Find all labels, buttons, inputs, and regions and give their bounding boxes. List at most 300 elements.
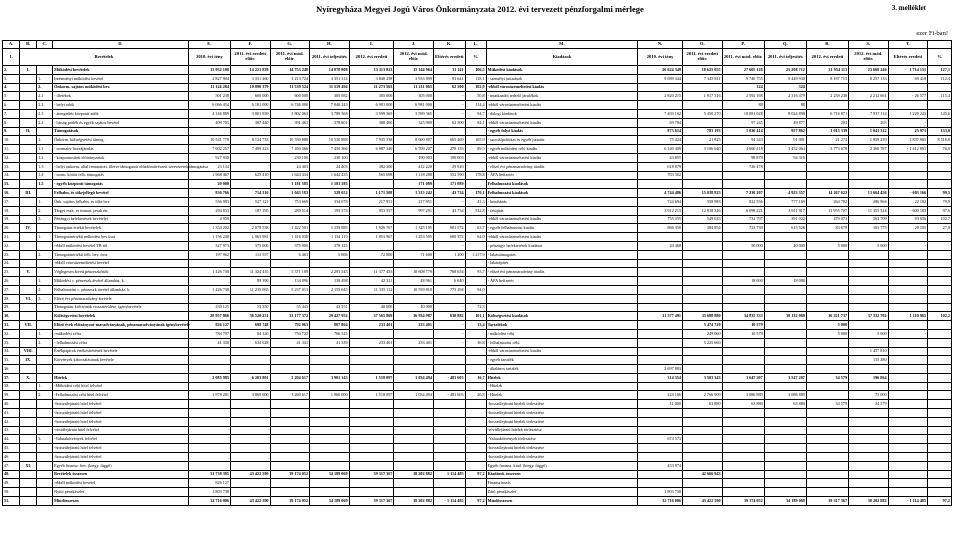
section-roman [20, 233, 37, 242]
expense-label: -Valutakötvények törlesztése [486, 435, 638, 444]
expense-value [849, 268, 889, 277]
header-orig: 2011. évi eredeti előir. [230, 49, 270, 66]
revenue-value: 600 372 [433, 233, 465, 242]
expense-value: 27,0 [928, 224, 952, 233]
revenue-value: 233 401 [394, 321, 434, 330]
expense-value [722, 365, 764, 374]
revenue-value: 97,2 [465, 497, 486, 506]
revenue-value [465, 329, 486, 338]
expense-value [638, 329, 683, 338]
expense-value: 27 605 126 [722, 66, 764, 75]
revenue-label: Felhalmozási c. pénzeszk.átvétel államház. k. [53, 285, 189, 294]
revenue-label: Mindösszesen [53, 497, 189, 506]
revenue-value: 15 144 964 [394, 66, 434, 75]
expense-value: 25 973 [888, 127, 928, 136]
expense-value [888, 338, 928, 347]
expense-value: 1 110 965 [888, 312, 928, 321]
revenue-label: Kötvények kibocsátásának bevétele [53, 356, 189, 365]
revenue-value: 1 426 738 [188, 285, 230, 294]
expense-value [638, 83, 683, 92]
revenue-value [230, 400, 270, 409]
revenue-value [230, 479, 270, 488]
expense-value [722, 347, 764, 356]
revenue-value [230, 180, 270, 189]
row-code: 1.4 [37, 171, 53, 180]
revenue-value [310, 461, 350, 470]
expense-value: 1 837 965 [888, 136, 928, 145]
revenue-label: -Működési célú hitel felvétel [53, 382, 189, 391]
revenue-value [349, 329, 394, 338]
expense-value [888, 400, 928, 409]
expense-value: 1 220 243 [888, 109, 928, 118]
expense-value [806, 277, 848, 286]
expense-value [849, 233, 889, 242]
revenue-value: 29 427 952 [310, 312, 350, 321]
expense-value [928, 426, 952, 435]
revenue-value: 72 800 [349, 250, 394, 259]
expense-value: 42 666 943 [683, 470, 723, 479]
revenue-value: 190 003 [433, 153, 465, 162]
revenue-value [465, 347, 486, 356]
revenue-value: 105,9 [465, 136, 486, 145]
section-roman: X. [20, 373, 37, 382]
revenue-value [349, 347, 394, 356]
row-code: 1.2 [37, 153, 53, 162]
revenue-value: - [433, 109, 465, 118]
revenue-value: 3 840 258 [349, 74, 394, 83]
row-number: 36. [3, 365, 20, 374]
expense-value [888, 461, 928, 470]
revenue-value: 62 500 [433, 118, 465, 127]
section-roman [20, 479, 37, 488]
revenue-value: 378 125 [310, 241, 350, 250]
expense-value: 4 060 418 [722, 145, 764, 154]
row-code [37, 426, 53, 435]
expense-value [764, 426, 806, 435]
expense-value [764, 171, 806, 180]
row-number: 20. [3, 224, 20, 233]
expense-label: - egyéb működési célú kiadás [486, 145, 638, 154]
expense-value [764, 435, 806, 444]
revenue-value: 501 238 [188, 92, 230, 101]
row-code: 1.1 [37, 145, 53, 154]
expense-value [764, 329, 806, 338]
expense-value [764, 382, 806, 391]
expense-value [638, 250, 683, 259]
expense-value: 38 202 882 [849, 497, 889, 506]
expense-value [722, 356, 764, 365]
revenue-value [310, 127, 350, 136]
revenue-value: 532,8 [465, 206, 486, 215]
revenue-value [230, 365, 270, 374]
expense-value [806, 356, 848, 365]
revenue-value: 409 703 [188, 118, 230, 127]
revenue-value: 43 422 590 [230, 497, 270, 506]
revenue-value [465, 259, 486, 268]
row-number: 26. [3, 277, 20, 286]
table-row [3, 180, 952, 189]
revenue-value: 927 930 [188, 153, 230, 162]
revenue-value: 32 716 006 [188, 497, 230, 506]
revenue-value: 3 901 143 [310, 373, 350, 382]
revenue-label: Pénzügyi befektetések bevételei [53, 215, 189, 224]
expense-value [888, 488, 928, 497]
revenue-value: 600 000 [270, 92, 310, 101]
expense-value: 4 923 357 [764, 189, 806, 198]
revenue-value [465, 409, 486, 418]
expense-value [928, 461, 952, 470]
table-row [3, 426, 952, 435]
expense-value: 324 [764, 83, 806, 92]
expense-value [683, 365, 723, 374]
expense-label: - Hitelek [486, 382, 638, 391]
row-number: 34. [3, 347, 20, 356]
section-roman [20, 453, 37, 462]
revenue-label: -rövidlejáratú hitel felvétel [53, 426, 189, 435]
expense-value [849, 277, 889, 286]
expense-value [722, 294, 764, 303]
revenue-value [394, 241, 434, 250]
section-roman: V. [20, 268, 37, 277]
revenue-value: 195 574 [310, 206, 350, 215]
revenue-value [465, 479, 486, 488]
revenue-value [349, 259, 394, 268]
table-row [3, 233, 952, 242]
revenue-value [188, 444, 230, 453]
expense-value: 203 [806, 118, 848, 127]
section-roman [20, 338, 37, 347]
revenue-label [53, 365, 189, 374]
revenue-value: 826 127 [188, 479, 230, 488]
table-row [3, 101, 952, 110]
revenue-value: 41 339 [310, 338, 350, 347]
revenue-value [394, 453, 434, 462]
expense-value: 40 000 [764, 241, 806, 250]
table-row [3, 444, 952, 453]
expense-value [806, 303, 848, 312]
revenue-value: 1 426 738 [188, 268, 230, 277]
expense-value [928, 83, 952, 92]
revenue-value: 325 900 [394, 118, 434, 127]
row-number: 38. [3, 382, 20, 391]
expense-value: 3 911 917 [764, 206, 806, 215]
expense-value: 94 343 [722, 136, 764, 145]
expense-value [722, 426, 764, 435]
revenue-value: 378 601 [310, 118, 350, 127]
expense-value: 115,4 [928, 92, 952, 101]
revenue-value [349, 479, 394, 488]
expense-label: - előző évi pénzmaradvány átadás [486, 268, 638, 277]
expense-value: 91 001 [764, 136, 806, 145]
revenue-value: 1 978 281 [188, 391, 230, 400]
table-row [3, 224, 952, 233]
revenue-value: 64 120 [230, 329, 270, 338]
revenue-value: 278 133 [433, 145, 465, 154]
revenue-value: 15 113 823 [349, 66, 394, 75]
table-row [3, 461, 952, 470]
expense-value: 724 694 [638, 197, 683, 206]
revenue-value: - [433, 197, 465, 206]
revenue-value [310, 435, 350, 444]
revenue-value: 1 644 435 [310, 171, 350, 180]
column-letter: K. [433, 41, 465, 49]
revenue-value [349, 365, 394, 374]
revenue-value [230, 162, 270, 171]
revenue-value: 529 652 [310, 189, 350, 198]
row-number: 28. [3, 294, 20, 303]
revenue-value: 1 965 981 [230, 233, 270, 242]
header-mod-r: 2011. évi mód. előir. [722, 49, 764, 66]
expense-value [638, 285, 683, 294]
expense-value: 196 864 [849, 373, 889, 382]
header-rownum: 1. [3, 49, 20, 66]
expense-label: -hosszúlejáratú hitelek törlesztése [486, 409, 638, 418]
header-mod: 2011. évi mód. előir. [270, 49, 310, 66]
table-row [3, 241, 952, 250]
expense-value: 69 784 [638, 118, 683, 127]
section-roman: VI. [20, 294, 37, 303]
revenue-value [270, 409, 310, 418]
table-row [3, 162, 952, 171]
expense-value [638, 453, 683, 462]
expense-value: 127,1 [928, 66, 952, 75]
expense-value [722, 303, 764, 312]
revenue-value [349, 180, 394, 189]
expense-value: 5 000 [806, 329, 848, 338]
row-number: 18. [3, 206, 20, 215]
revenue-value [394, 435, 434, 444]
revenue-value: 10 541 778 [188, 136, 230, 145]
revenue-value: 3 801 939 [230, 109, 270, 118]
revenue-value [433, 488, 465, 497]
expense-value: 1 803 738 [638, 488, 683, 497]
expense-value [722, 461, 764, 470]
expense-value [764, 470, 806, 479]
revenue-value: 826 127 [188, 321, 230, 330]
expense-value [928, 285, 952, 294]
row-code [37, 321, 53, 330]
revenue-value: 34 189 069 [310, 497, 350, 506]
row-code: 1. [37, 74, 53, 83]
expense-value: 76,0 [928, 145, 952, 154]
revenue-label: Önkorm. sajátos működési bev. [53, 83, 189, 92]
revenue-label: Tárgyi eszk. és immat. javak ért. [53, 206, 189, 215]
expense-value [722, 338, 764, 347]
expense-value [683, 444, 723, 453]
revenue-value: 10 890 379 [230, 83, 270, 92]
expense-value [806, 417, 848, 426]
row-code: 1. [37, 277, 53, 286]
expense-label: - felújítás [486, 206, 638, 215]
revenue-value [433, 347, 465, 356]
row-number: 12. [3, 153, 20, 162]
expense-value: 3 086 889 [764, 391, 806, 400]
expense-value: 9 089 344 [638, 74, 683, 83]
expense-value [764, 453, 806, 462]
section-roman [20, 259, 37, 268]
expense-value: 5 450 270 [683, 109, 723, 118]
revenue-value: 97,2 [465, 470, 486, 479]
revenue-value: 6 981 000 [349, 101, 394, 110]
revenue-label: Önkorm. költségvetési támog. [53, 136, 189, 145]
revenue-label: Nyitó pénzkészlet [53, 488, 189, 497]
row-number: 2. [3, 66, 20, 75]
expense-value [806, 162, 848, 171]
section-roman [20, 171, 37, 180]
table-row [3, 215, 952, 224]
row-number: 30. [3, 312, 20, 321]
revenue-value [310, 259, 350, 268]
row-number: 40. [3, 400, 20, 409]
header-elteres-r: Eltérés eredeti [888, 49, 928, 66]
row-code: 2. [37, 338, 53, 347]
revenue-value: - 1 114 485 [433, 497, 465, 506]
row-number: 11. [3, 145, 20, 154]
budget-table [2, 40, 952, 506]
section-roman [20, 417, 37, 426]
expense-value [928, 162, 952, 171]
revenue-value [433, 400, 465, 409]
revenue-value: 28 957 066 [188, 312, 230, 321]
expense-value: - 600 183 [888, 206, 928, 215]
revenue-value [349, 417, 394, 426]
column-letter: P. [722, 41, 764, 49]
revenue-label: Felhalm. és tőkejellegű bevétel [53, 189, 189, 198]
revenue-value: 11 539 524 [270, 83, 310, 92]
revenue-value: 600 000 [230, 92, 270, 101]
expense-value [928, 101, 952, 110]
expense-value [928, 153, 952, 162]
revenue-value [230, 356, 270, 365]
revenue-value: 39 317 367 [349, 470, 394, 479]
row-code [37, 66, 53, 75]
revenue-value [465, 162, 486, 171]
expense-value [764, 268, 806, 277]
table-row [3, 347, 952, 356]
revenue-label: -hosszúlejáratú hitel felvétel [53, 400, 189, 409]
expense-value: 79,9 [928, 197, 952, 206]
revenue-value: 11 335 112 [349, 285, 394, 294]
revenue-value: 11 273 565 [349, 83, 394, 92]
expense-value [849, 488, 889, 497]
revenue-value: 11 235 065 [230, 285, 270, 294]
revenue-value: 3 213 724 [270, 74, 310, 83]
expense-value: 264 782 [806, 197, 848, 206]
expense-value [683, 101, 723, 110]
expense-value: 31 577 491 [638, 312, 683, 321]
row-code [37, 479, 53, 488]
expense-value [764, 285, 806, 294]
expense-label: Hitelek [486, 373, 638, 382]
row-number: 33. [3, 338, 20, 347]
expense-value: 23 668 246 [849, 66, 889, 75]
expense-value [888, 294, 928, 303]
expense-value [638, 444, 683, 453]
revenue-value: 2 085 985 [188, 373, 230, 382]
expense-value [722, 479, 764, 488]
expense-value [638, 417, 683, 426]
expense-value: 822 556 [722, 197, 764, 206]
expense-label: -ebből városüzemeltetési kiadás [486, 153, 638, 162]
revenue-value: - [433, 92, 465, 101]
revenue-value: 94,0 [465, 285, 486, 294]
revenue-value: 792 063 [270, 321, 310, 330]
revenue-value: 3 351 314 [310, 74, 350, 83]
revenue-value [310, 347, 350, 356]
expense-label [486, 294, 638, 303]
row-code [37, 444, 53, 453]
revenue-value [230, 409, 270, 418]
table-row [3, 250, 952, 259]
section-roman: VII. [20, 321, 37, 330]
expense-value: 25 208 712 [764, 66, 806, 75]
revenue-value: 3 260 617 [270, 391, 310, 400]
revenue-value [310, 488, 350, 497]
revenue-value [394, 461, 434, 470]
expense-label: -ebből városüzemeltetési kiadás [486, 215, 638, 224]
table-row [3, 453, 952, 462]
expense-value: 11 000 [638, 400, 683, 409]
expense-value [806, 409, 848, 418]
table-row [3, 329, 952, 338]
revenue-value [394, 488, 434, 497]
expense-value [722, 453, 764, 462]
expense-value [764, 479, 806, 488]
row-code [37, 373, 53, 382]
revenue-value: 138 498 [310, 277, 350, 286]
expense-value: 133,0 [928, 127, 952, 136]
row-code [37, 268, 53, 277]
revenue-value [349, 435, 394, 444]
expense-value [888, 426, 928, 435]
expense-value [888, 321, 928, 330]
expense-value: 3 086 889 [722, 391, 764, 400]
expense-value [683, 417, 723, 426]
revenue-value [433, 127, 465, 136]
expense-value: 470 073 [806, 215, 848, 224]
revenue-value: 634 628 [230, 338, 270, 347]
revenue-value [310, 294, 350, 303]
revenue-value: 665 469 [433, 136, 465, 145]
revenue-label: Előző évek előirányzat-maradványának, pénzmaradványának igénybevétele [53, 321, 189, 330]
row-number: 37. [3, 373, 20, 382]
expense-label: Működési kiadások [486, 66, 638, 75]
revenue-value: 40 000 [394, 303, 434, 312]
expense-value: 10 081 028 [722, 109, 764, 118]
row-code [37, 241, 53, 250]
expense-value [722, 259, 764, 268]
revenue-value: 11 519 494 [310, 83, 350, 92]
revenue-value [465, 277, 486, 286]
revenue-label: Önk. sajátos felhalm. és tőke bev. [53, 197, 189, 206]
revenue-value: 3 599 365 [349, 109, 394, 118]
column-letter: D. [53, 41, 189, 49]
table-row [3, 488, 952, 497]
expense-value [806, 101, 848, 110]
expense-label [486, 303, 638, 312]
revenue-value: 233 401 [349, 321, 394, 330]
revenue-value: 14 753 248 [270, 66, 310, 75]
expense-value [806, 453, 848, 462]
expense-label: Egyéb finansz. kiad. (kiegy. függő) [486, 461, 638, 470]
row-code: 2.4 [37, 118, 53, 127]
expense-value [806, 171, 848, 180]
section-roman [20, 488, 37, 497]
expense-label: -ebből városüzemeltetési kiadás [486, 347, 638, 356]
revenue-value: 1 926 767 [349, 224, 394, 233]
expense-value [638, 470, 683, 479]
revenue-value [188, 277, 230, 286]
